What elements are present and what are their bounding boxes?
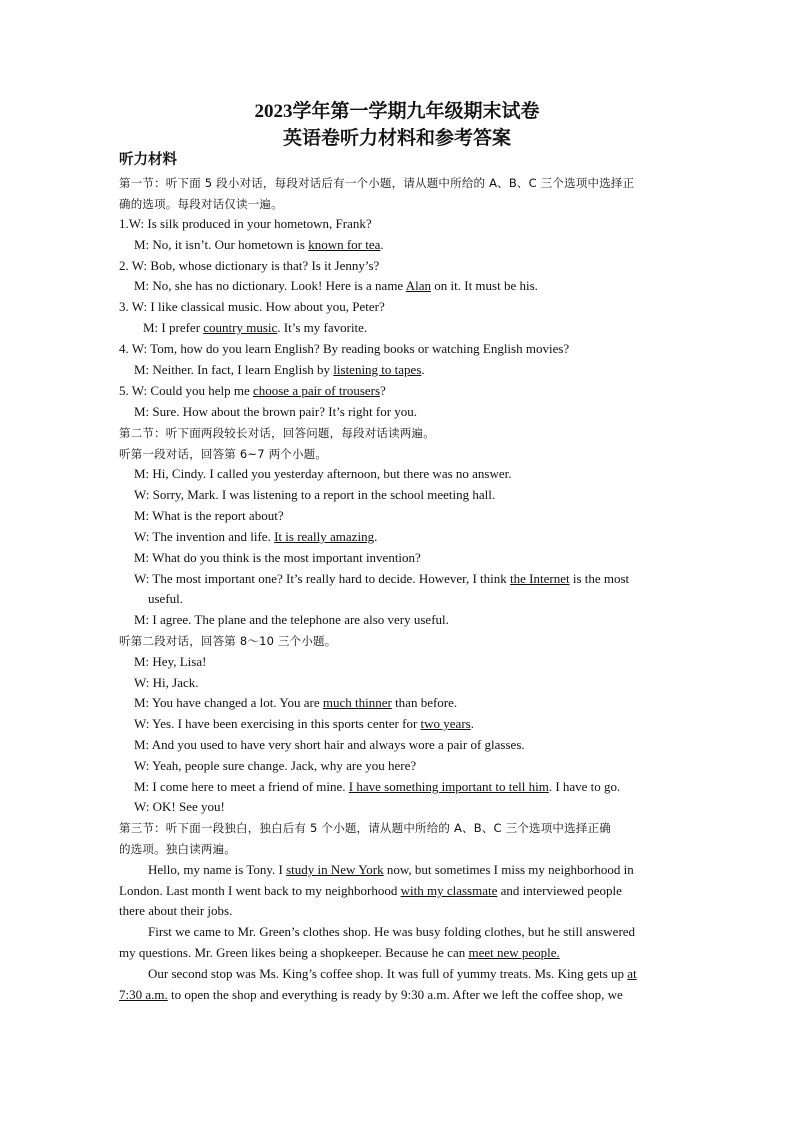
monologue-line: there about their jobs.	[119, 903, 233, 918]
q3-question: 3. W: I like classical music. How about you, Peter?	[119, 299, 385, 314]
dialogue1-line: M: Hi, Cindy. I called you yesterday afternoon, but there was no answer.	[134, 466, 512, 481]
q2-answer: M: No, she has no dictionary. Look! Here is a name Alan on it. It must be his.	[134, 278, 538, 293]
q4-question: 4. W: Tom, how do you learn English? By reading books or watching English movies?	[119, 341, 570, 356]
dialogue1-line: W: The most important one? It’s really hard to decide. However, I think the Internet is the most	[134, 571, 630, 586]
dialogue1-line-cont: useful.	[148, 591, 184, 606]
answer-underline: choose a pair of trousers	[252, 383, 381, 398]
q4-answer: M: Neither. In fact, I learn English by listening to tapes.	[134, 362, 425, 377]
answer-underline: It is really amazing	[274, 529, 375, 544]
dialogue2-line: W: OK! See you!	[134, 799, 225, 814]
section-heading: 听力材料	[119, 152, 177, 168]
q3-answer: M: I prefer country music. It’s my favorite.	[143, 320, 368, 335]
dialogue1-intro: 听第一段对话，回答第 6~7 两个小题。	[119, 447, 328, 461]
dialogue2-line: W: Hi, Jack.	[134, 675, 199, 690]
monologue-line: Our second stop was Ms. King’s coffee shop. It was full of yummy treats. Ms. King gets up at	[148, 966, 637, 981]
q2-question: 2. W: Bob, whose dictionary is that? Is it Jenny’s?	[119, 258, 380, 273]
answer-underline: at	[627, 966, 637, 981]
page-subtitle: 英语卷听力材料和参考答案	[282, 128, 511, 149]
dialogue1-line: M: I agree. The plane and the telephone are also very useful.	[134, 612, 449, 627]
dialogue2-line: M: You have changed a lot. You are much thinner than before.	[134, 695, 458, 710]
part1-instruction-cont: 确的选项。每段对话仅读一遍。	[119, 197, 283, 211]
dialogue2-line: M: Hey, Lisa!	[134, 654, 207, 669]
answer-underline: Alan	[405, 278, 432, 293]
dialogue2-line: W: Yes. I have been exercising in this sports center for two years.	[134, 716, 474, 731]
part3-instruction-cont: 的选项。独白读两遍。	[119, 842, 236, 856]
answer-underline: meet new people.	[468, 945, 560, 960]
q5-answer: M: Sure. How about the brown pair? It’s right for you.	[134, 404, 418, 419]
dialogue2-intro: 听第二段对话，回答第 8～10 三个小题。	[119, 634, 337, 648]
answer-underline: study in New York	[286, 862, 384, 877]
answer-underline: much thinner	[322, 695, 392, 710]
q1-answer: M: No, it isn’t. Our hometown is known for tea.	[134, 237, 384, 252]
answer-underline: with my classmate	[400, 883, 498, 898]
q1-question: 1.W: Is silk produced in your hometown, Frank?	[119, 216, 372, 231]
part1-instruction: 第一节：听下面 5 段小对话，每段对话后有一个小题，请从题中所给的 A、B、C 三个选项中选择正	[119, 176, 635, 190]
dialogue2-line: M: And you used to have very short hair and always wore a pair of glasses.	[134, 737, 525, 752]
dialogue2-line: M: I come here to meet a friend of mine. I have something important to tell him. I have to go.	[134, 779, 621, 794]
monologue-line: my questions. Mr. Green likes being a shopkeeper. Because he can meet new people.	[119, 945, 560, 960]
answer-underline: two years	[420, 716, 471, 731]
monologue-line: London. Last month I went back to my neighborhood with my classmate and interviewed people	[119, 883, 622, 898]
part3-instruction: 第三节：听下面一段独白，独白后有 5 个小题，请从题中所给的 A、B、C 三个选项中选择正确	[119, 821, 611, 835]
part2-instruction: 第二节：听下面两段较长对话，回答问题，每段对话读两遍。	[119, 426, 435, 440]
monologue-line: 7:30 a.m. to open the shop and everything is ready by 9:30 a.m. After we left the coffee shop, we	[119, 987, 623, 1002]
answer-underline: listening to tapes	[333, 362, 422, 377]
page-title: 2023学年第一学期九年级期末试卷	[254, 101, 540, 122]
dialogue1-line: W: The invention and life. It is really amazing.	[134, 529, 378, 544]
answer-underline: known for tea	[308, 237, 381, 252]
dialogue1-line: M: What do you think is the most important invention?	[134, 550, 421, 565]
dialogue1-line: M: What is the report about?	[134, 508, 284, 523]
dialogue2-line: W: Yeah, people sure change. Jack, why are you here?	[134, 758, 417, 773]
answer-underline: 7:30 a.m.	[119, 987, 168, 1002]
q5-question: 5. W: Could you help me choose a pair of trousers?	[119, 383, 386, 398]
dialogue1-line: W: Sorry, Mark. I was listening to a report in the school meeting hall.	[134, 487, 496, 502]
monologue-line: First we came to Mr. Green’s clothes shop. He was busy folding clothes, but he still answered	[148, 924, 636, 939]
monologue-line: Hello, my name is Tony. I study in New York now, but sometimes I miss my neighborhood in	[148, 862, 634, 877]
answer-underline: country music	[203, 320, 278, 335]
answer-underline: the Internet	[510, 571, 570, 586]
answer-underline: I have something important to tell him	[348, 779, 549, 794]
